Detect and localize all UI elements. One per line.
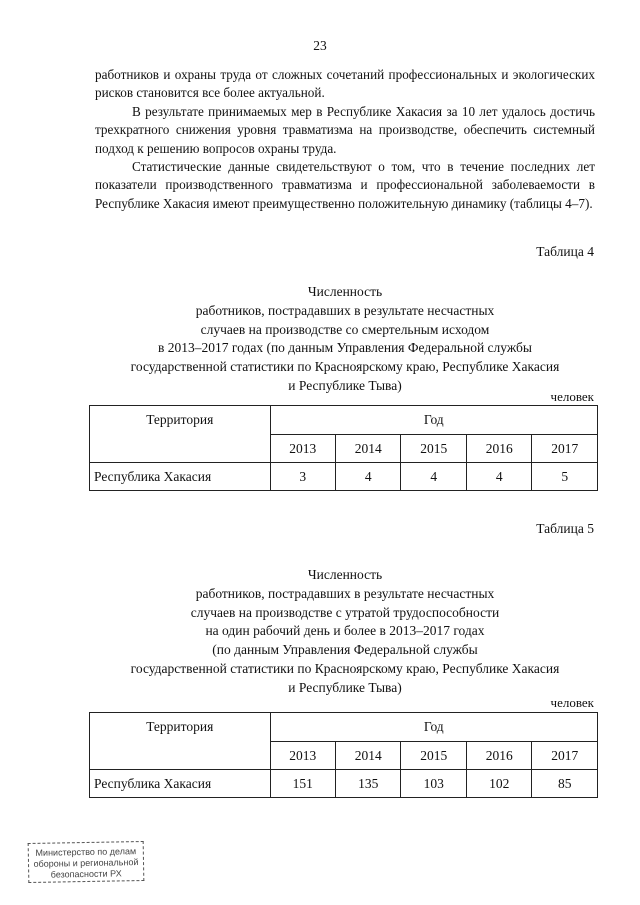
table-caption: Таблица 5: [536, 521, 594, 536]
value-cell: 4: [401, 463, 466, 491]
table-title-line: работников, пострадавших в результате несчастных: [195, 302, 495, 318]
table-caption: Таблица 4: [536, 244, 594, 259]
header-year: Год: [270, 713, 597, 742]
value-cell: 135: [336, 770, 401, 798]
table-title-line: государственной статистики по Красноярскому краю, Республике Хакасия: [130, 359, 560, 375]
table-row: [90, 463, 598, 491]
year-cell: 2016: [466, 742, 531, 770]
year-cell: 2017: [532, 435, 598, 463]
header-territory: Территория: [90, 406, 271, 463]
table-title-line: Численность: [307, 567, 383, 582]
value-cell: 151: [270, 770, 335, 798]
year-cell: 2015: [401, 742, 466, 770]
table-unit: человек: [550, 389, 594, 404]
table-title-line: в 2013–2017 годах (по данным Управления Федеральной службы: [158, 340, 532, 356]
value-cell: 102: [466, 770, 531, 798]
header-year: Год: [270, 406, 597, 435]
value-cell: 4: [466, 463, 531, 491]
region-label: Республика Хакасия: [90, 770, 271, 798]
ministry-stamp: [28, 841, 145, 883]
page-number: 23: [313, 38, 327, 53]
paragraph: В результате принимаемых мер в Республике Хакасия за 10 лет удалось достичь трехкратного снижения уровня травматизма на производстве, обеспечить системный подход к решению вопросов охраны труда.: [95, 103, 595, 156]
value-cell: 3: [270, 463, 335, 491]
table-title-line: и Республике Тыва): [288, 377, 402, 393]
year-cell: 2015: [401, 435, 466, 463]
table-title-line: и Республике Тыва): [288, 679, 402, 695]
region-label: Республика Хакасия: [90, 463, 271, 491]
value-cell: 4: [336, 463, 401, 491]
body-text: [95, 66, 595, 213]
table-title-line: на один рабочий день и более в 2013–2017 годах: [205, 623, 485, 639]
stamp-line: безопасности РХ: [50, 868, 122, 880]
table-title-line: случаев на производстве с утратой трудоспособности: [190, 604, 500, 620]
year-cell: 2013: [270, 435, 335, 463]
stamp-line: Министерство по делам: [35, 846, 137, 858]
paragraph: Статистические данные свидетельствуют о том, что в течение последних лет показатели производственного травматизма и профессиональной заболеваемости в Республике Хакасия имеют преимущественно положительную динамику (таблицы 4–7).: [95, 159, 595, 211]
table-title-line: работников, пострадавших в результате несчастных: [195, 585, 495, 601]
header-territory: Территория: [90, 713, 271, 770]
year-cell: 2016: [466, 435, 531, 463]
table-title-line: Численность: [307, 284, 383, 299]
paragraph-continuation: работников и охраны труда от сложных сочетаний профессиональных и экологических рисков становится все более актуальной.: [95, 67, 595, 101]
table-title-line: государственной статистики по Красноярскому краю, Республике Хакасия: [130, 660, 560, 676]
table-title-line: случаев на производстве со смертельным исходом: [200, 321, 490, 337]
table-header-row: [90, 713, 598, 742]
table-title: [95, 566, 595, 698]
year-cell: 2014: [336, 742, 401, 770]
table-header-row: [90, 406, 598, 435]
table-row: [90, 770, 598, 798]
value-cell: 103: [401, 770, 466, 798]
data-table: [89, 712, 598, 798]
table-title: [95, 283, 595, 396]
stamp-line: обороны и региональной: [33, 857, 139, 869]
data-table: [89, 405, 598, 491]
value-cell: 5: [532, 463, 598, 491]
year-cell: 2013: [270, 742, 335, 770]
table-title-line: (по данным Управления Федеральной службы: [212, 642, 478, 658]
table-unit: человек: [550, 695, 594, 710]
value-cell: 85: [532, 770, 598, 798]
year-cell: 2017: [532, 742, 598, 770]
year-cell: 2014: [336, 435, 401, 463]
